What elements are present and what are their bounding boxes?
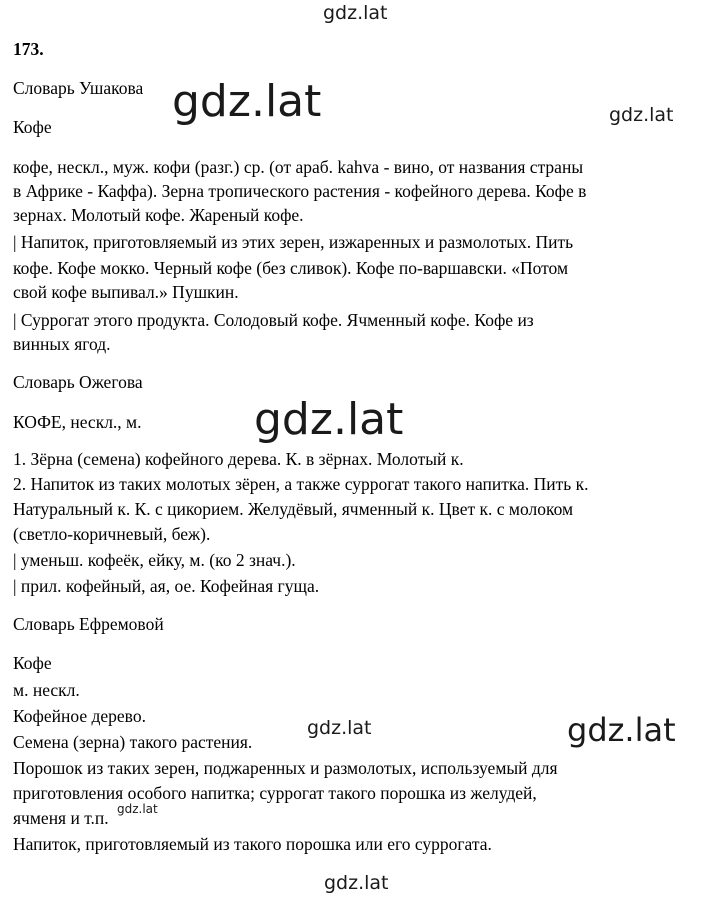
watermark: gdz.lat (117, 802, 158, 816)
watermark: gdz.lat (323, 2, 388, 24)
watermark: gdz.lat (172, 76, 322, 127)
entry-line: Натуральный к. К. с цикорием. Желудёвый, ячменный к. Цвет к. с молоком (13, 499, 574, 519)
dictionary-title-ozhegov: Словарь Ожегова (13, 372, 143, 392)
headword-efremova: Кофе (13, 653, 52, 673)
watermark: gdz.lat (324, 872, 389, 894)
entry-line: приготовления особого напитка; суррогат такого порошка из желудей, (13, 783, 537, 803)
entry-line: в Африке - Каффа). Зерна тропического растения - кофейного дерева. Кофе в (13, 181, 587, 201)
entry-line: Семена (зерна) такого растения. (13, 732, 253, 752)
dictionary-title-ushakov: Словарь Ушакова (13, 78, 144, 98)
entry-line: кофе. Кофе мокко. Черный кофе (без сливок). Кофе по-варшавски. «Потом (13, 258, 569, 278)
task-number: 173. (13, 39, 44, 59)
entry-line: | Суррогат этого продукта. Солодовый кофе. Ячменный кофе. Кофе из (13, 310, 534, 330)
headword-ushakov: Кофе (13, 117, 52, 137)
watermark: gdz.lat (307, 717, 372, 739)
entry-line: Напиток, приготовляемый из такого порошка или его суррогата. (13, 834, 492, 854)
watermark: gdz.lat (609, 104, 674, 126)
entry-line: Кофейное дерево. (13, 706, 146, 726)
watermark: gdz.lat (567, 711, 676, 749)
entry-line: | Напиток, приготовляемый из этих зерен, изжаренных и размолотых. Пить (13, 232, 574, 252)
headword-ozhegov: КОФЕ, нескл., м. (13, 412, 142, 432)
entry-line: 1. Зёрна (семена) кофейного дерева. К. в зёрнах. Молотый к. (13, 449, 464, 469)
entry-line: (светло-коричневый, беж). (13, 524, 211, 544)
entry-line: | уменьш. кофеёк, ейку, м. (ко 2 знач.). (13, 550, 296, 570)
entry-line: зернах. Молотый кофе. Жареный кофе. (13, 205, 304, 225)
dictionary-title-efremova: Словарь Ефремовой (13, 614, 164, 634)
entry-line: Порошок из таких зерен, поджаренных и размолотых, используемый для (13, 758, 558, 778)
entry-line: винных ягод. (13, 334, 111, 354)
watermark: gdz.lat (254, 394, 404, 445)
entry-line: 2. Напиток из таких молотых зёрен, а также суррогат такого напитка. Пить к. (13, 474, 589, 494)
entry-line: | прил. кофейный, ая, ое. Кофейная гуща. (13, 576, 320, 596)
entry-line: м. нескл. (13, 680, 80, 700)
entry-line: свой кофе выпивал.» Пушкин. (13, 282, 239, 302)
entry-line: кофе, нескл., муж. кофи (разг.) ср. (от араб. kahva - вино, от названия страны (13, 157, 584, 177)
entry-line: ячменя и т.п. (13, 808, 109, 828)
